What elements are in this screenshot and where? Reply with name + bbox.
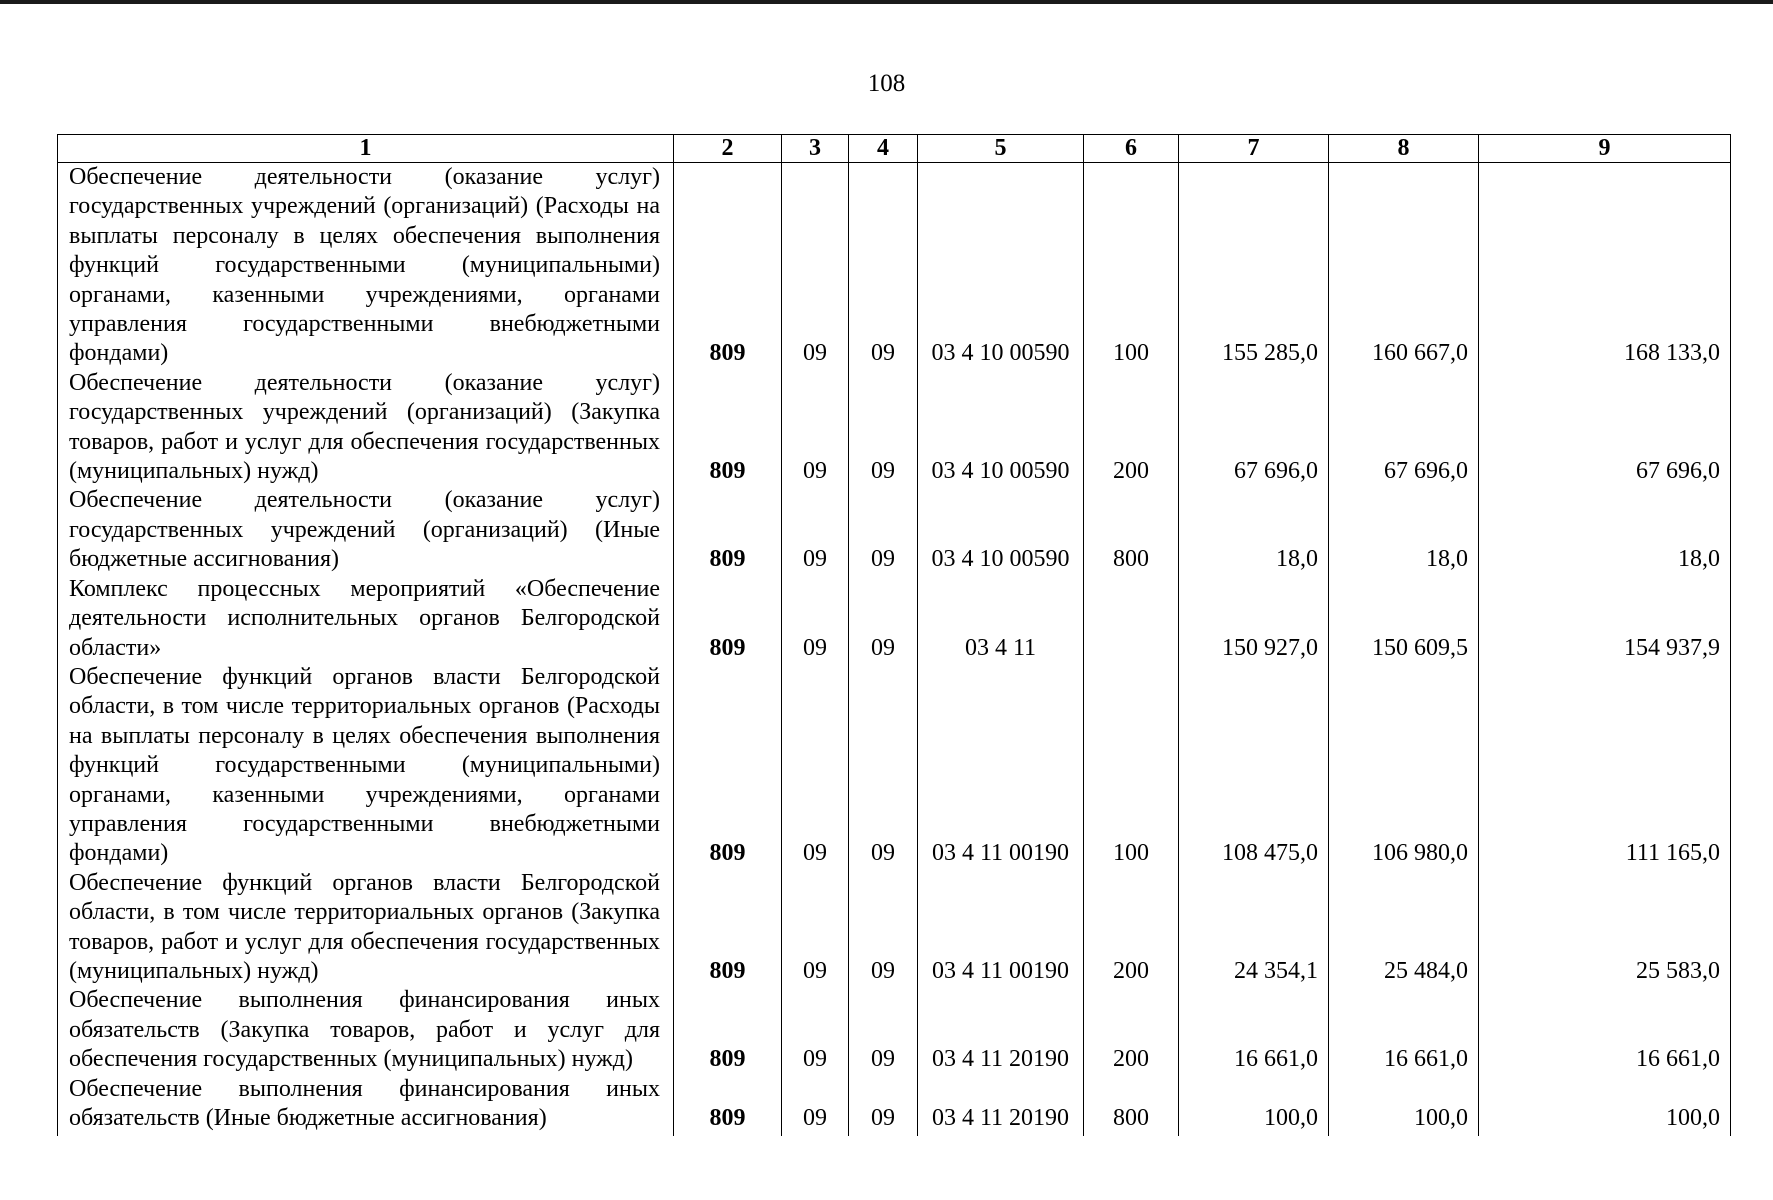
row-section-code: 09: [782, 1075, 849, 1137]
row-amount-col9: 16 661,0: [1479, 986, 1731, 1074]
row-amount-col7: 108 475,0: [1179, 663, 1329, 869]
table-body: [58, 163, 1731, 1137]
row-section-code: 09: [782, 575, 849, 663]
row-subsection-code: 09: [849, 986, 918, 1074]
row-expense-type: 200: [1084, 986, 1179, 1074]
table-row: [58, 369, 1731, 487]
row-target-article: 03 4 10 00590: [918, 369, 1084, 487]
row-amount-col9: 100,0: [1479, 1075, 1731, 1137]
row-amount-col7: 67 696,0: [1179, 369, 1329, 487]
row-name: Комплекс процессных мероприятий «Обеспечение деятельности исполнительных органов Белгородской области»: [58, 575, 674, 663]
row-expense-type: 800: [1084, 486, 1179, 574]
row-amount-col9: 18,0: [1479, 486, 1731, 574]
budget-table: [57, 134, 1731, 1136]
row-amount-col8: 106 980,0: [1329, 663, 1479, 869]
row-subsection-code: 09: [849, 869, 918, 987]
table-row: [58, 869, 1731, 987]
row-ministry-code: 809: [674, 575, 782, 663]
table-header: [58, 135, 1731, 163]
row-target-article: 03 4 11 20190: [918, 986, 1084, 1074]
row-amount-col9: 154 937,9: [1479, 575, 1731, 663]
row-ministry-code: 809: [674, 163, 782, 369]
row-amount-col8: 160 667,0: [1329, 163, 1479, 369]
row-amount-col8: 16 661,0: [1329, 986, 1479, 1074]
col-header-7: 7: [1179, 135, 1329, 163]
row-name: Обеспечение выполнения финансирования иных обязательств (Иные бюджетные ассигнования): [58, 1075, 674, 1137]
table-row: [58, 663, 1731, 869]
row-section-code: 09: [782, 869, 849, 987]
row-ministry-code: 809: [674, 663, 782, 869]
row-target-article: 03 4 10 00590: [918, 486, 1084, 574]
page-number: 108: [867, 70, 906, 97]
table-row: [58, 486, 1731, 574]
row-name: Обеспечение выполнения финансирования иных обязательств (Закупка товаров, работ и услуг для обеспечения государственных (муниципальных) нужд): [58, 986, 674, 1074]
row-ministry-code: 809: [674, 486, 782, 574]
row-amount-col8: 18,0: [1329, 486, 1479, 574]
row-target-article: 03 4 11: [918, 575, 1084, 663]
row-amount-col7: 155 285,0: [1179, 163, 1329, 369]
scan-top-edge: [0, 0, 1773, 4]
table-row: [58, 986, 1731, 1074]
header-row: [58, 135, 1731, 163]
row-section-code: 09: [782, 369, 849, 487]
row-target-article: 03 4 11 00190: [918, 869, 1084, 987]
row-target-article: 03 4 11 00190: [918, 663, 1084, 869]
row-ministry-code: 809: [674, 369, 782, 487]
row-subsection-code: 09: [849, 575, 918, 663]
row-amount-col7: 18,0: [1179, 486, 1329, 574]
col-header-5: 5: [918, 135, 1084, 163]
row-amount-col7: 150 927,0: [1179, 575, 1329, 663]
row-ministry-code: 809: [674, 986, 782, 1074]
col-header-8: 8: [1329, 135, 1479, 163]
row-expense-type: 800: [1084, 1075, 1179, 1137]
row-expense-type: 200: [1084, 869, 1179, 987]
row-ministry-code: 809: [674, 869, 782, 987]
col-header-1: 1: [58, 135, 674, 163]
table-row: [58, 1075, 1731, 1137]
row-subsection-code: 09: [849, 663, 918, 869]
row-expense-type: 200: [1084, 369, 1179, 487]
row-amount-col9: 111 165,0: [1479, 663, 1731, 869]
row-target-article: 03 4 11 20190: [918, 1075, 1084, 1137]
row-subsection-code: 09: [849, 1075, 918, 1137]
row-section-code: 09: [782, 486, 849, 574]
row-subsection-code: 09: [849, 486, 918, 574]
col-header-3: 3: [782, 135, 849, 163]
row-amount-col8: 150 609,5: [1329, 575, 1479, 663]
row-target-article: 03 4 10 00590: [918, 163, 1084, 369]
row-amount-col9: 25 583,0: [1479, 869, 1731, 987]
row-section-code: 09: [782, 986, 849, 1074]
col-header-6: 6: [1084, 135, 1179, 163]
row-amount-col8: 100,0: [1329, 1075, 1479, 1137]
row-name: Обеспечение функций органов власти Белгородской области, в том числе территориальных органов (Закупка товаров, работ и услуг для обеспечения государственных (муниципальных) нужд): [58, 869, 674, 987]
row-amount-col9: 168 133,0: [1479, 163, 1731, 369]
row-amount-col8: 67 696,0: [1329, 369, 1479, 487]
col-header-2: 2: [674, 135, 782, 163]
row-expense-type: 100: [1084, 663, 1179, 869]
row-ministry-code: 809: [674, 1075, 782, 1137]
col-header-9: 9: [1479, 135, 1731, 163]
row-amount-col7: 16 661,0: [1179, 986, 1329, 1074]
row-section-code: 09: [782, 163, 849, 369]
row-expense-type: 100: [1084, 163, 1179, 369]
table-row: [58, 575, 1731, 663]
row-section-code: 09: [782, 663, 849, 869]
row-subsection-code: 09: [849, 369, 918, 487]
row-expense-type: [1084, 575, 1179, 663]
row-subsection-code: 09: [849, 163, 918, 369]
row-amount-col7: 24 354,1: [1179, 869, 1329, 987]
row-name: Обеспечение деятельности (оказание услуг) государственных учреждений (организаций) (Расходы на выплаты персоналу в целях обеспечения выполнения функций государственными (муниципальными) органами, казенными учреждениями, органами управления государственными внебюджетными фондами): [58, 163, 674, 369]
row-amount-col9: 67 696,0: [1479, 369, 1731, 487]
row-name: Обеспечение деятельности (оказание услуг) государственных учреждений (организаций) (Закупка товаров, работ и услуг для обеспечения государственных (муниципальных) нужд): [58, 369, 674, 487]
table-row: [58, 163, 1731, 369]
row-amount-col8: 25 484,0: [1329, 869, 1479, 987]
row-name: Обеспечение функций органов власти Белгородской области, в том числе территориальных органов (Расходы на выплаты персоналу в целях обеспечения выполнения функций государственными (муниципальными) органами, казенными учреждениями, органами управления государственными внебюджетными фондами): [58, 663, 674, 869]
col-header-4: 4: [849, 135, 918, 163]
row-amount-col7: 100,0: [1179, 1075, 1329, 1137]
row-name: Обеспечение деятельности (оказание услуг) государственных учреждений (организаций) (Иные бюджетные ассигнования): [58, 486, 674, 574]
